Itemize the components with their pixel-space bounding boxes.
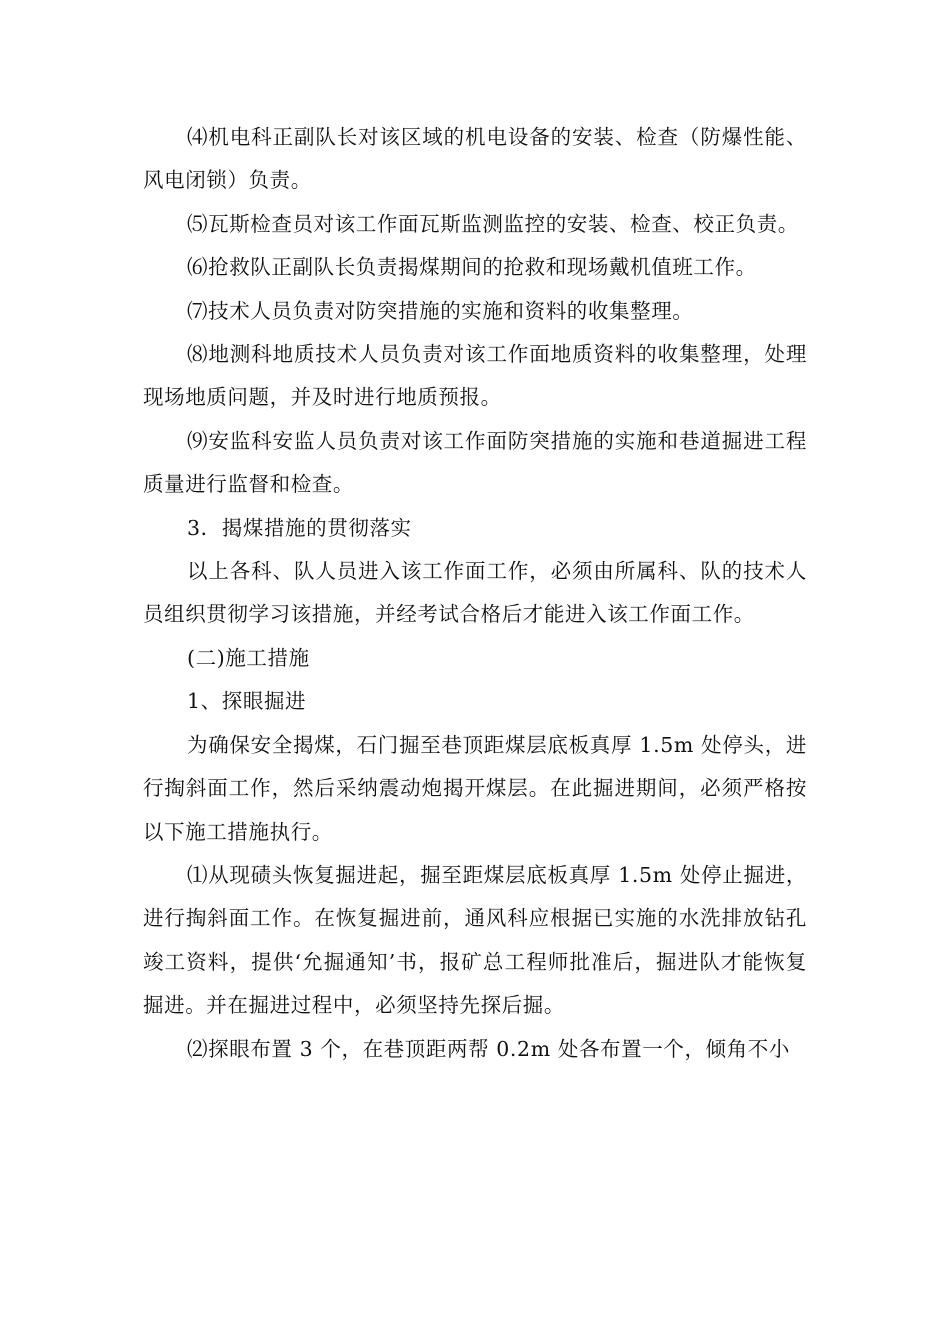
paragraph-electromechanical-duty: ⑷机电科正副队长对该区域的机电设备的安装、检查（防爆性能、风电闭锁）负责。 [143, 125, 807, 193]
paragraph-safety-supervision-duty: ⑼安监科安监人员负责对该工作面防突措施的实施和巷道掘进工程质量进行监督和检查。 [143, 428, 807, 497]
paragraph-technical-staff-duty: ⑺技术人员负责对防突措施的实施和资料的收集整理。 [187, 298, 694, 323]
section-heading-construction-measures: (二)施工措施 [187, 645, 310, 670]
paragraph-geology-duty: ⑻地测科地质技术人员负责对该工作面地质资料的收集整理，处理现场地质问题，并及时进行地质预报。 [143, 342, 807, 410]
document-body [143, 116, 807, 1071]
paragraph-training-requirement: 以上各科、队人员进入该工作面工作，必须由所属科、队的技术人员组织贯彻学习该措施，并经考试合格后才能进入该工作面工作。 [143, 559, 807, 627]
paragraph-resume-excavation: ⑴从现碛头恢复掘进起，掘至距煤层底板真厚 1.5m 处停止掘进，进行掏斜面工作。在恢复掘进前，通风科应根据已实施的水洗排放钻孔竣工资料，提供‘允掘通知’书，报矿总工程师批准后，掘进队才能恢复掘进。并在掘进过程中，必须坚持先探后掘。 [143, 862, 807, 1018]
subsection-heading-probe-drilling: 1、探眼掘进 [187, 689, 307, 714]
paragraph-gas-inspector-duty: ⑸瓦斯检查员对该工作面瓦斯监测监控的安装、检查、校正负责。 [187, 211, 799, 236]
paragraph-probe-hole-layout: ⑵探眼布置 3 个，在巷顶距两帮 0.2m 处各布置一个，倾角不小 [187, 1036, 790, 1061]
paragraph-safe-uncovering: 为确保安全揭煤，石门掘至巷顶距煤层底板真厚 1.5m 处停头，进行掏斜面工作，然后采纳震动炮揭开煤层。在此掘进期间，必须严格按以下施工措施执行。 [143, 732, 807, 844]
paragraph-rescue-team-duty: ⑹抢救队正副队长负责揭煤期间的抢救和现场戴机值班工作。 [187, 255, 757, 280]
section-heading-implementation: 3．揭煤措施的贯彻落实 [187, 515, 412, 540]
